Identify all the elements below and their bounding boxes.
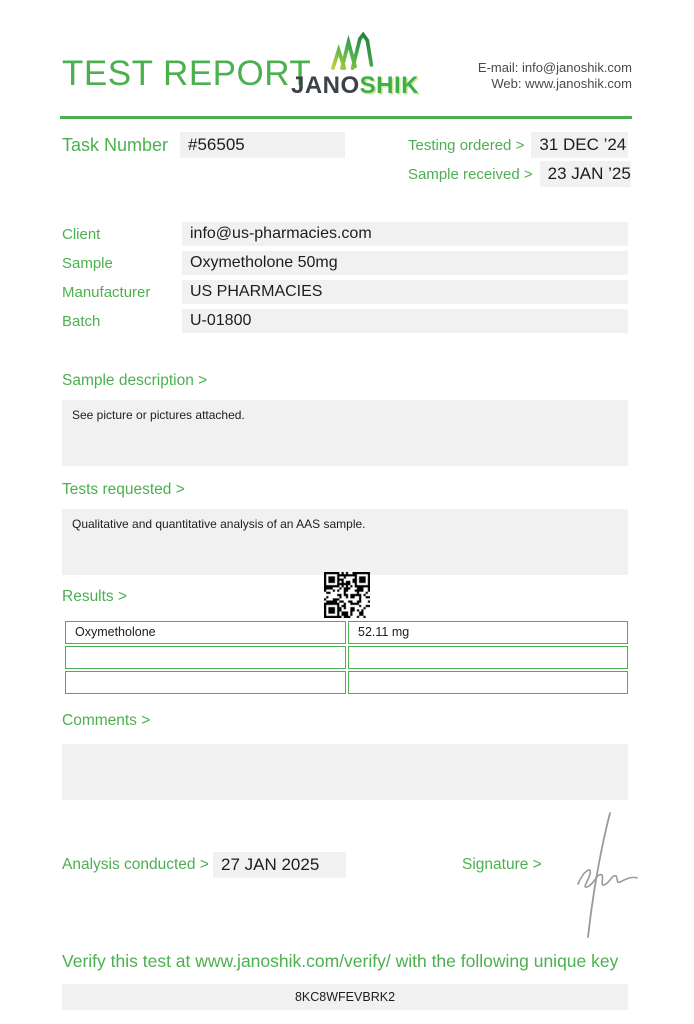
table-row	[65, 621, 628, 644]
sample-label: Sample	[62, 254, 113, 272]
comments-box	[62, 744, 628, 800]
header-divider	[60, 116, 632, 119]
task-number-label: Task Number	[62, 135, 169, 155]
client-value-box	[182, 222, 628, 246]
contact-email: E-mail: info@janoshik.com	[477, 60, 632, 75]
testing-ordered-row	[408, 132, 628, 158]
table-row	[65, 671, 628, 694]
janoshik-logo	[290, 32, 420, 100]
result-amount-cell	[348, 671, 628, 694]
info-row-batch	[62, 309, 628, 333]
batch-value: U-01800	[190, 312, 252, 329]
testing-ordered-text: 31 DEC ’24	[539, 135, 627, 154]
comments-heading: Comments >	[62, 712, 151, 729]
analysis-date-box	[213, 852, 346, 878]
dates-block	[408, 132, 631, 190]
verify-text: Verify this test at www.janoshik.com/verify/ with the following unique key	[62, 951, 619, 971]
batch-label: Batch	[62, 312, 101, 330]
contact-web: Web: www.janoshik.com	[491, 76, 632, 91]
client-value: info@us-pharmacies.com	[190, 225, 372, 242]
results-heading: Results >	[62, 588, 128, 605]
testing-ordered-value	[531, 132, 628, 158]
verify-key-box: 8KC8WFEVBRK2	[62, 984, 628, 1010]
sample-received-row	[408, 161, 631, 187]
batch-value-box	[182, 309, 628, 333]
info-row-client	[62, 222, 628, 246]
contact-block	[478, 60, 632, 92]
page-title: TEST REPORT	[62, 54, 312, 93]
info-row-manufacturer	[62, 280, 628, 304]
result-analyte-cell	[65, 646, 346, 669]
tests-requested-heading: Tests requested >	[62, 481, 185, 498]
manufacturer-value: US PHARMACIES	[190, 283, 323, 300]
signature-label: Signature >	[462, 856, 542, 873]
manufacturer-label: Manufacturer	[62, 283, 151, 301]
sample-value-box	[182, 251, 628, 275]
info-row-sample	[62, 251, 628, 275]
sample-value: Oxymetholone 50mg	[190, 254, 338, 271]
result-analyte-cell: Oxymetholone	[65, 621, 346, 644]
handwritten-signature	[548, 810, 648, 940]
analysis-conducted-label: Analysis conducted >	[62, 856, 209, 873]
qr-code	[324, 572, 370, 618]
result-amount-cell: 52.11 mg	[348, 621, 628, 644]
manufacturer-value-box	[182, 280, 628, 304]
sample-info-block	[62, 222, 628, 338]
tests-requested-box: Qualitative and quantitative analysis of an AAS sample.	[62, 509, 628, 575]
results-table	[65, 621, 628, 696]
sample-description-box: See picture or pictures attached.	[62, 400, 628, 466]
task-number-text: #56505	[188, 135, 245, 154]
client-label: Client	[62, 225, 101, 243]
result-analyte-cell	[65, 671, 346, 694]
table-row	[65, 646, 628, 669]
result-amount-cell	[348, 646, 628, 669]
task-number-value	[180, 132, 345, 158]
sample-description-heading: Sample description >	[62, 372, 208, 389]
logo-text-shik: SHIK	[359, 72, 420, 99]
sample-received-value	[540, 161, 631, 187]
growth-chart-icon	[328, 32, 382, 70]
sample-received-label: Sample received >	[408, 165, 533, 183]
sample-received-text: 23 JAN ’25	[547, 164, 631, 183]
analysis-date: 27 JAN 2025	[221, 855, 320, 874]
testing-ordered-label: Testing ordered >	[408, 136, 525, 154]
logo-text-jano: JANO	[290, 72, 360, 99]
logo-text	[290, 72, 420, 100]
